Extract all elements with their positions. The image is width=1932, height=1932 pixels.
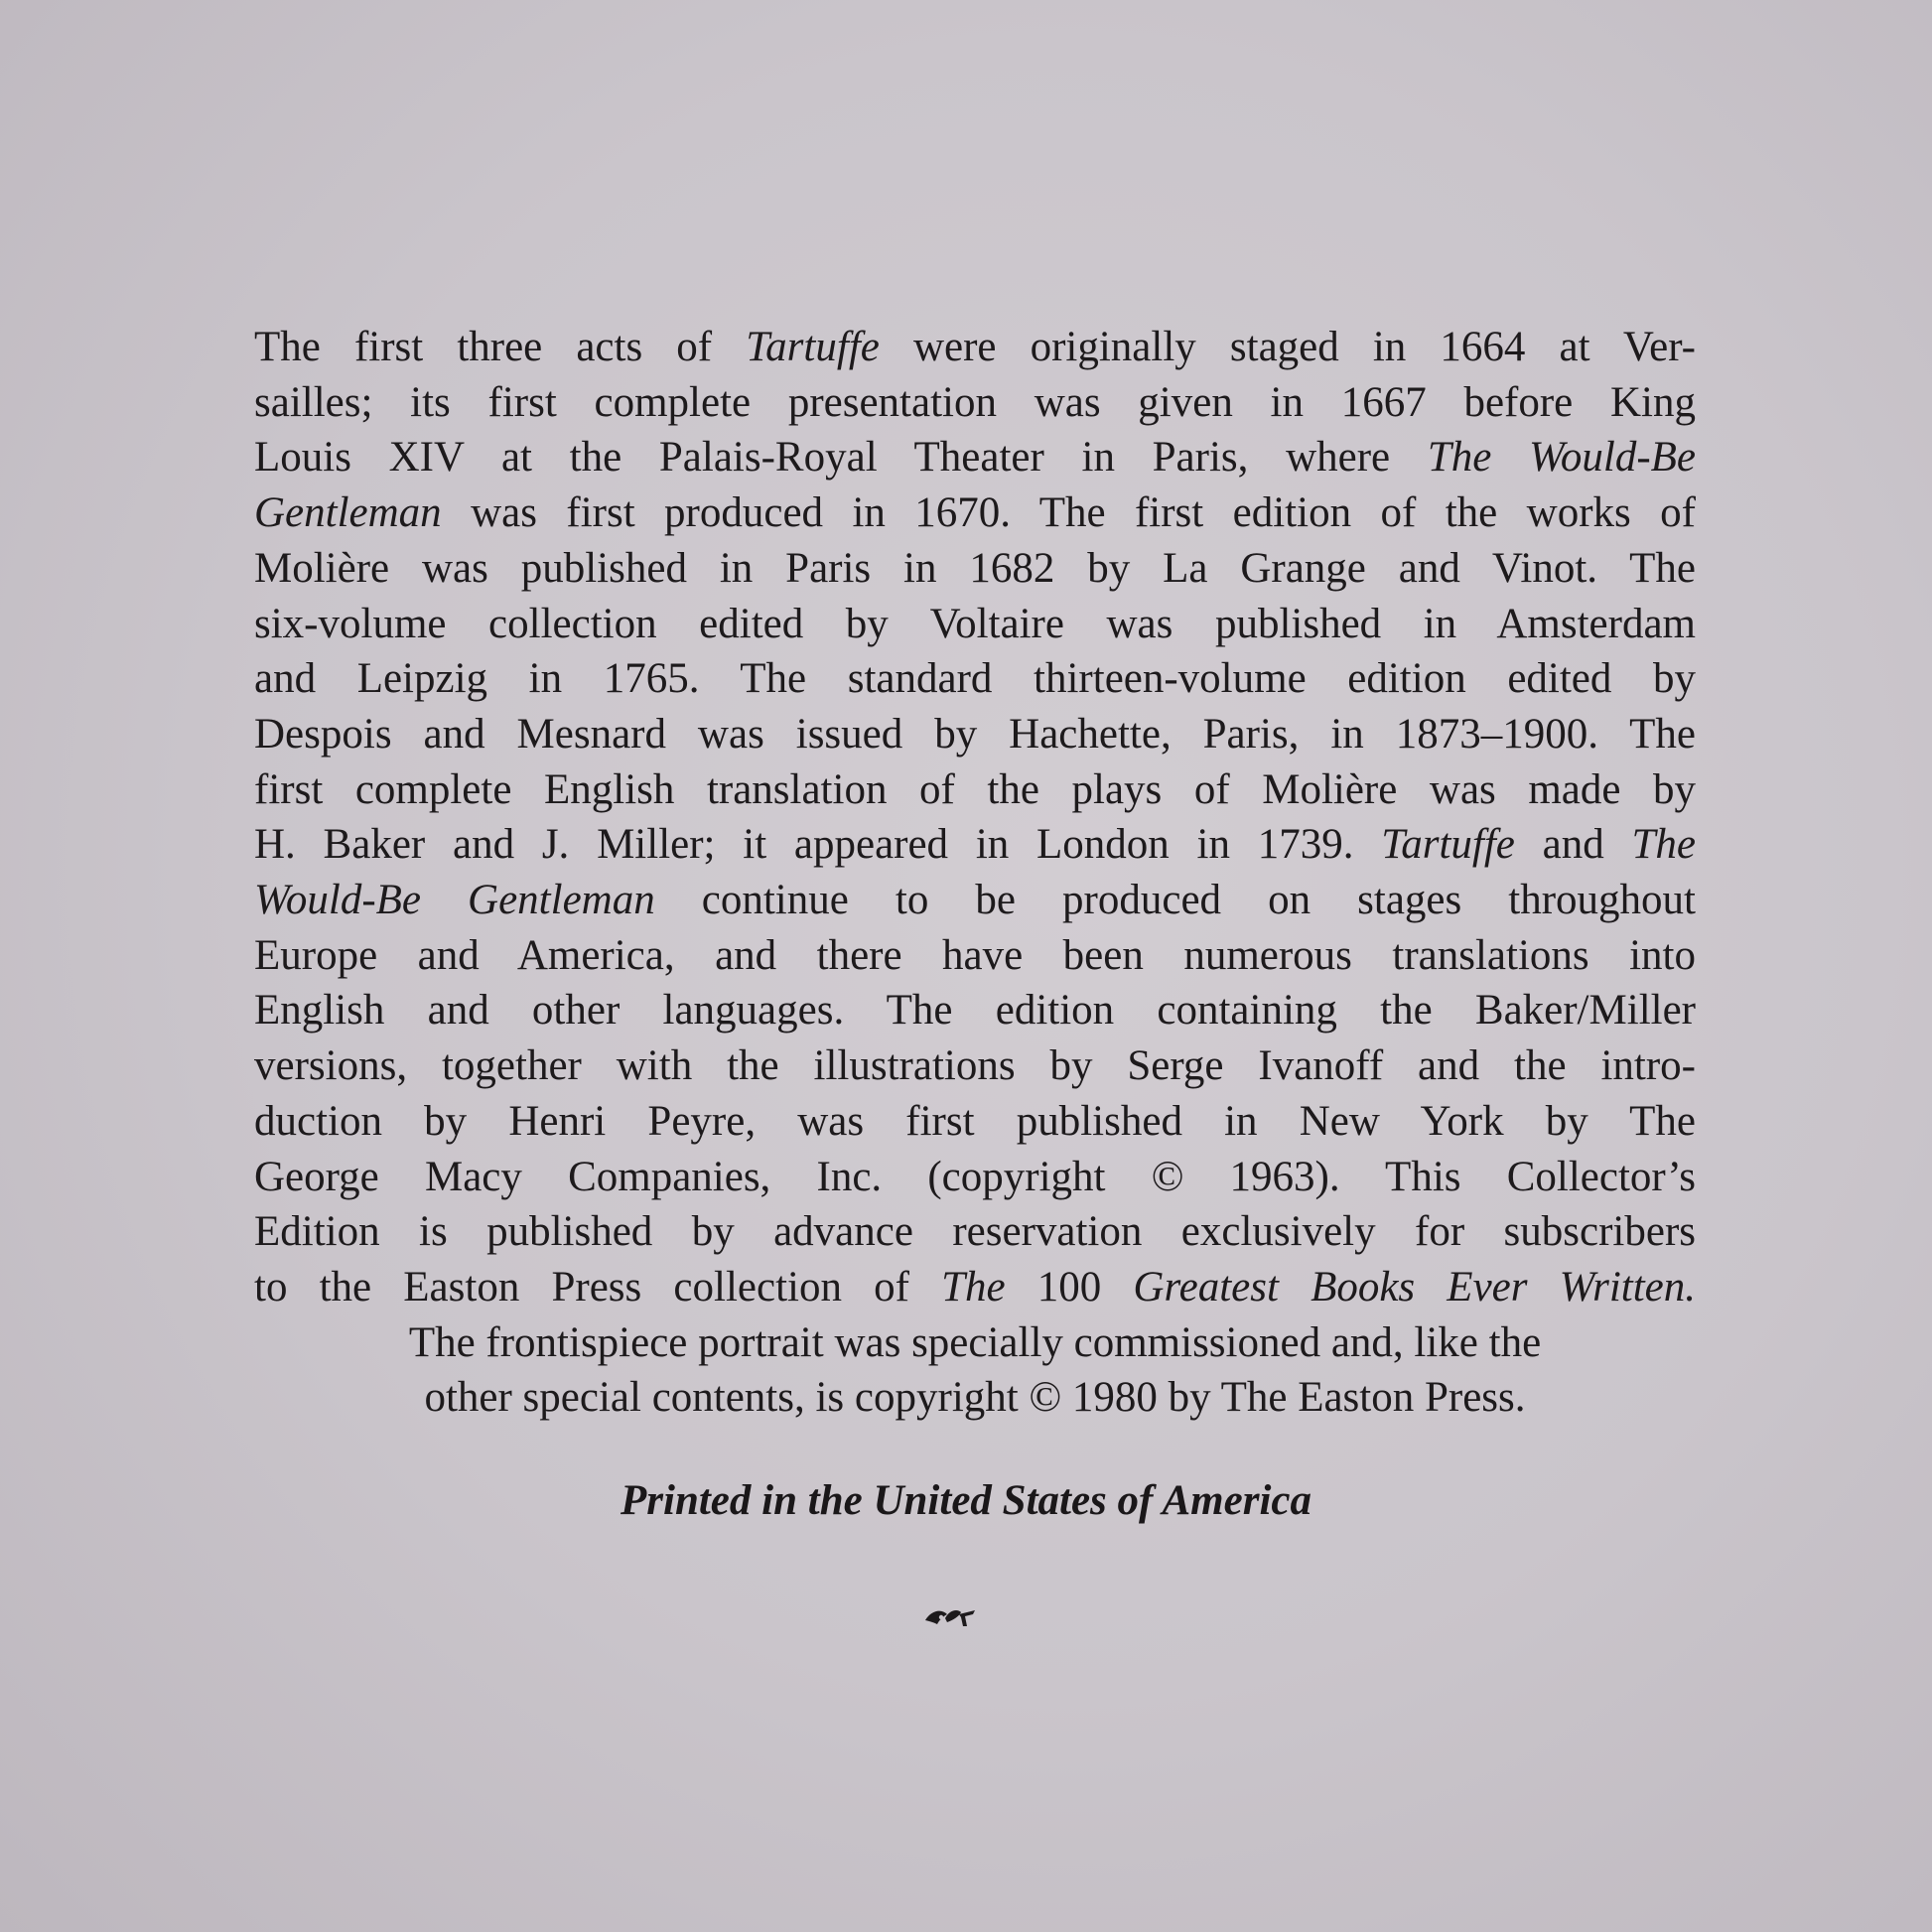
colophon-line: [254, 817, 1696, 873]
colophon-line: [254, 541, 1696, 597]
colophon-line: [254, 928, 1696, 984]
text-segment: 100: [1005, 1263, 1134, 1311]
colophon-line: [254, 762, 1696, 818]
text-segment: sailles; its first complete presentation was given in 1667 before King: [254, 378, 1696, 426]
text-segment: and: [1514, 821, 1632, 869]
italic-title: Tartuffe: [746, 324, 880, 370]
text-segment: Europe and America, and there have been numerous translations into: [254, 931, 1696, 979]
italic-title: Greatest Books Ever Written.: [1133, 1263, 1696, 1311]
text-segment: were originally staged in 1664 at Ver-: [879, 324, 1696, 370]
italic-title: The: [1631, 821, 1696, 869]
colophon-line: [254, 1204, 1696, 1260]
colophon-line: [254, 983, 1696, 1038]
colophon-line: [254, 597, 1696, 652]
text-segment: duction by Henri Peyre, was first published in New York by The: [254, 1097, 1696, 1145]
text-segment: to the Easton Press collection of: [254, 1263, 942, 1311]
frontispiece-line-1: The frontispiece portrait was specially commissioned and, like the: [408, 1318, 1542, 1366]
text-segment: George Macy Companies, Inc. (copyright © 1963). This Collector’s: [254, 1153, 1696, 1200]
text-segment: English and other languages. The edition containing the Baker/Miller: [254, 987, 1696, 1035]
colophon-paragraph: [254, 320, 1696, 1315]
italic-title: Would-Be Gentleman: [254, 877, 655, 924]
text-segment: first complete English translation of the plays of Molière was made by: [254, 765, 1696, 813]
text-segment: and Leipzig in 1765. The standard thirteen-volume edition edited by: [254, 655, 1696, 703]
colophon-line: [254, 1094, 1696, 1150]
colophon-line: [254, 1038, 1696, 1094]
text-segment: Louis XIV at the Palais-Royal Theater in Paris, where: [254, 434, 1428, 482]
text-segment: Molière was published in Paris in 1682 by La Grange and Vinot. The: [254, 544, 1696, 592]
colophon-line: [254, 1150, 1696, 1205]
colophon-line: [254, 707, 1696, 762]
colophon-line: [254, 375, 1696, 431]
text-segment: six-volume collection edited by Voltaire was published in Amsterdam: [254, 600, 1696, 647]
text-segment: The first three acts of: [254, 324, 747, 370]
printed-in-imprint: Printed in the United States of America: [621, 1477, 1311, 1524]
colophon-line: [254, 485, 1696, 541]
italic-title: Gentleman: [254, 489, 442, 537]
colophon-line: [254, 430, 1696, 485]
text-segment: continue to be produced on stages throughout: [654, 877, 1696, 924]
text-segment: was first produced in 1670. The first edition of the works of: [441, 489, 1696, 537]
italic-title: The: [941, 1263, 1006, 1311]
colophon-line: [254, 1260, 1696, 1315]
colophon-line: [254, 873, 1696, 928]
colophon-line: [254, 651, 1696, 707]
frontispiece-line-2: other special contents, is copyright © 1980 by The Easton Press.: [424, 1374, 1526, 1422]
colophon-text: [254, 320, 1696, 1426]
colophon-line: [254, 320, 1696, 375]
fleuron-ornament-icon: [923, 1600, 979, 1630]
italic-title: The Would-Be: [1427, 434, 1696, 482]
text-segment: versions, together with the illustrations by Serge Ivanoff and the intro-: [254, 1042, 1696, 1090]
italic-title: Tartuffe: [1381, 821, 1515, 869]
text-segment: Despois and Mesnard was issued by Hachette, Paris, in 1873–1900. The: [254, 710, 1696, 758]
text-segment: Edition is published by advance reservation exclusively for subscribers: [254, 1208, 1696, 1256]
text-segment: H. Baker and J. Miller; it appeared in London in 1739.: [254, 821, 1382, 869]
